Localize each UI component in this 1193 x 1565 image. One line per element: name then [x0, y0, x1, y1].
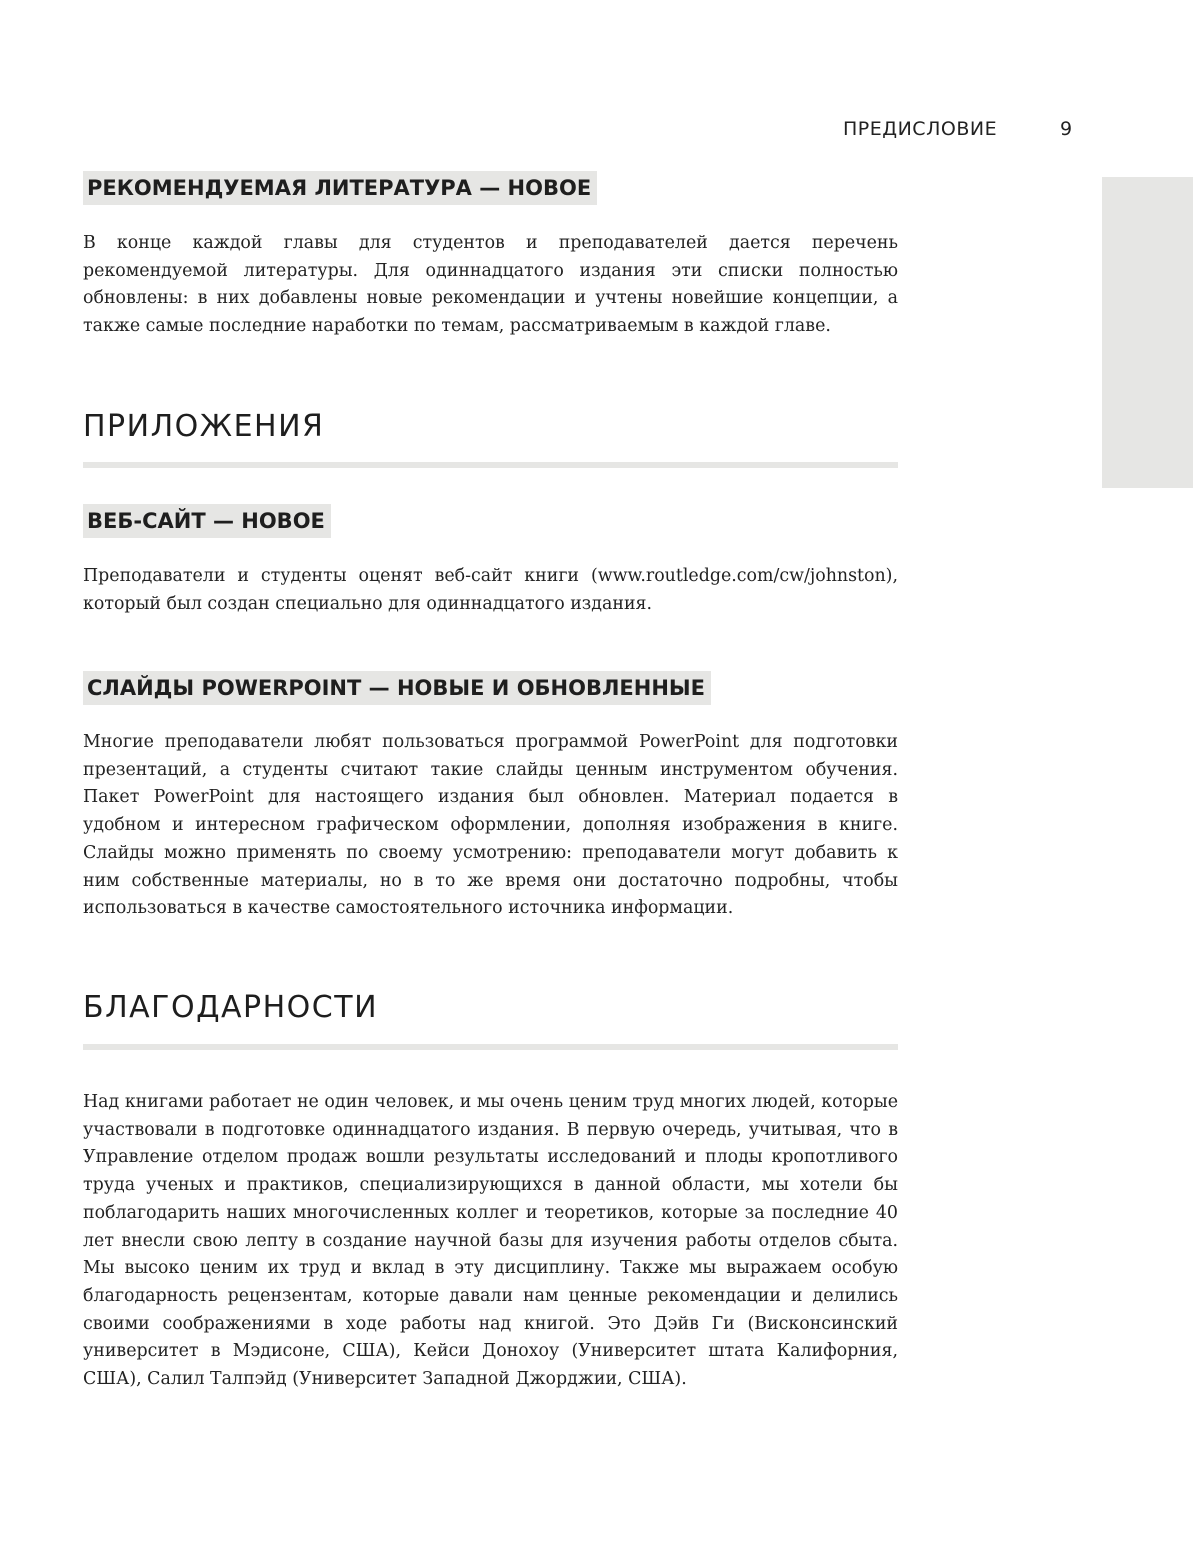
subhead-website: ВЕБ-САЙТ — НОВОЕ: [83, 504, 331, 538]
paragraph-acknowledgements: Над книгами работает не один человек, и мы очень ценим труд многих людей, которые участвовали в подготовке одиннадцатого издания. В первую очередь, учитывая, что в Управление отделом продаж вошли результаты исследований и плоды кропотливого труда ученых и практиков, специализирующихся в данной области, мы хотели бы поблагодарить наших многочисленных коллег и теоретиков, которые за последние 40 лет внесли свою лепту в создание научной базы для изучения работы отделов сбыта. Мы высоко ценим их труд и вклад в эту дисциплину. Также мы выражаем особую благодарность рецензентам, которые давали нам ценные рекомендации и делились своими соображениями в ходе работы над книгой. Это Дэйв Ги (Висконсинский университет в Мэдисоне, США), Кейси Донохоу (Университет штата Калифорния, США), Салил Талпэйд (Университет Западной Джорджии, США).: [83, 1092, 898, 1390]
thumb-index-tab: [1102, 177, 1193, 488]
section-rule-appendices: [83, 462, 898, 468]
running-head: ПРЕДИСЛОВИЕ: [843, 118, 998, 140]
subhead-powerpoint-slides: СЛАЙДЫ POWERPOINT — НОВЫЕ И ОБНОВЛЕННЫЕ: [83, 671, 711, 705]
paragraph-website: Преподаватели и студенты оценят веб-сайт книги (www.routledge.com/cw/johnston), который был создан специально для одиннадцатого издания.: [83, 566, 898, 614]
section-title-acknowledgements: БЛАГОДАРНОСТИ: [83, 990, 379, 1025]
page-number: 9: [1060, 118, 1073, 140]
paragraph-powerpoint-slides: Многие преподаватели любят пользоваться программой PowerPoint для подготовки презентаций, а студенты считают такие слайды ценным инструментом обучения. Пакет PowerPoint для настоящего издания был обновлен. Материал подается в удобном и интересном графическом оформлении, дополняя изображения в книге. Слайды можно применять по своему усмотрению: преподаватели могут добавить к ним собственные материалы, но в то же время они достаточно подробны, чтобы использоваться в качестве самостоятельного источника информации.: [83, 732, 898, 919]
section-rule-acknowledgements: [83, 1044, 898, 1050]
paragraph-recommended-reading: В конце каждой главы для студентов и преподавателей дается перечень рекомендуемой литературы. Для одиннадцатого издания эти списки полностью обновлены: в них добавлены новые рекомендации и учтены новейшие концепции, а также самые последние наработки по темам, рассматриваемым в каждой главе.: [83, 233, 898, 337]
subhead-recommended-reading: РЕКОМЕНДУЕМАЯ ЛИТЕРАТУРА — НОВОЕ: [83, 171, 597, 205]
section-title-appendices: ПРИЛОЖЕНИЯ: [83, 409, 325, 444]
